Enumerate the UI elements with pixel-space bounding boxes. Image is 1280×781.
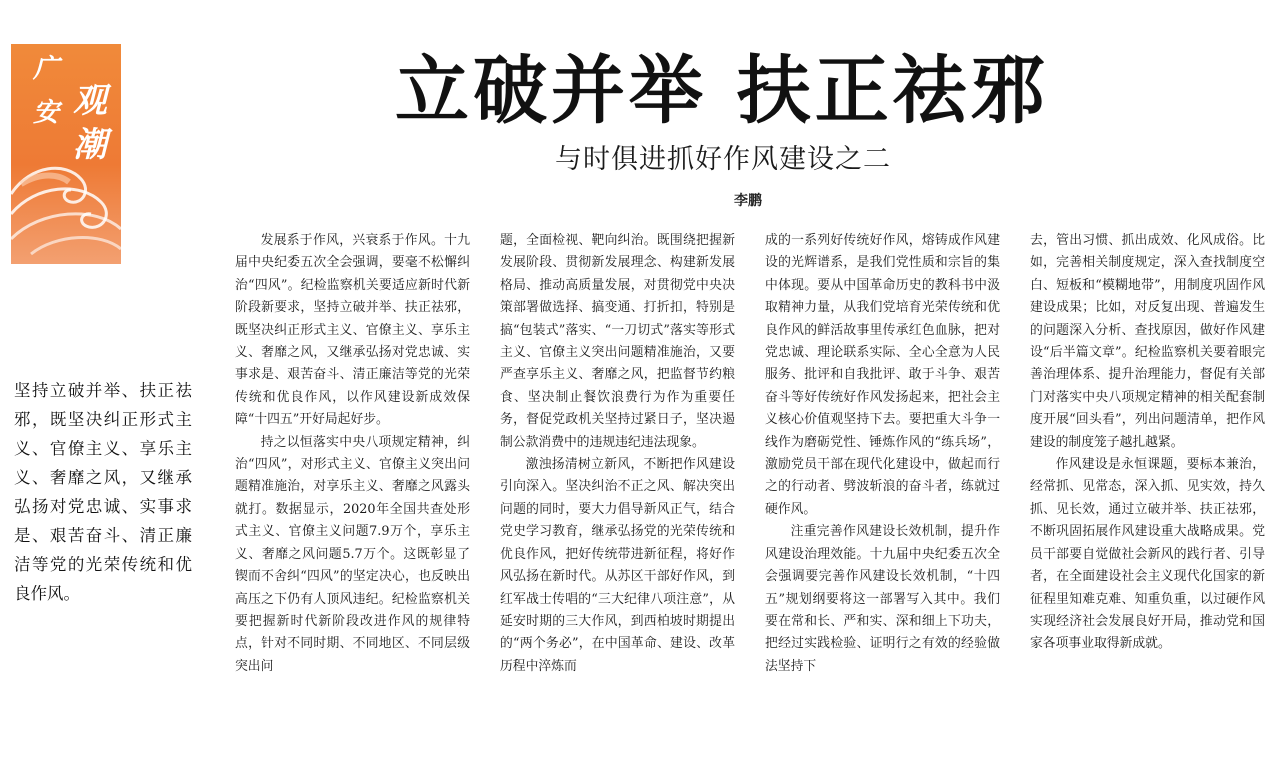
article-paragraph: 激浊扬清树立新风，不断把作风建设引向深入。坚决纠治不正之风、解决突出问题的同时，要大力倡导新风正气，结合党史学习教育，继承弘扬党的光荣传统和优良作风，把好传统带进新征程，将好作风弘扬在新时代。从苏区干部好作风，到红军战士传唱的“三大纪律八项注意”，从延安时期的三大作风，到西柏坡时期提出的“两个务必”，在中国革命、建设、改革历程中淬炼而 bbox=[500, 457, 735, 674]
article-paragraph: 去，管出习惯、抓出成效、化风成俗。比如，完善相关制度规定，深入查找制度空白、短板和“模糊地带”，用制度巩固作风建设成果；比如，对反复出现、普遍发生的问题深入分析、查找原因，做好作风建设“后半篇文章”。纪检监察机关要着眼完善治理体系、提升治理能力，督促有关部门对落实中央八项规定精神的相关配套制度开展“回头看”，列出问题清单，把作风建设的制度笼子越扎越紧。 bbox=[1030, 233, 1265, 450]
article-paragraph: 发展系于作风，兴衰系于作风。十九届中央纪委五次全会强调，要毫不松懈纠治“四风”。纪检监察机关要适应新时代新阶段新要求，坚持立破并举、扶正祛邪，既坚决纠正形式主义、官僚主义、享乐主义、奢靡之风，又继承弘扬对党忠诚、实事求是、艰苦奋斗、清正廉洁等党的光荣传统和优良作风，以作风建设新成效保障“十四五”开好局起好步。 bbox=[235, 233, 470, 428]
article-paragraph: 持之以恒落实中央八项规定精神，纠治“四风”，对形式主义、官僚主义突出问题精准施治，对享乐主义、奢靡之风露头就打。数据显示，2020年全国共查处形式主义、官僚主义问题7.9万个，享乐主义、奢靡之风问题5.7万个。这既彰显了锲而不舍纠“四风”的坚定决心，也反映出高压之下仍有人顶风违纪。纪检监察机关要把握新时代新阶段改进作风的规律特点，针对不同时期、不同地区、不同层级突出问 bbox=[235, 434, 470, 674]
article-paragraph: 注重完善作风建设长效机制，提升作风建设治理效能。十九届中央纪委五次全会强调要完善作风建设长效机制，“十四五”规划纲要将这一部署写入其中。我们要在常和长、严和实、深和细上下功夫，把经过实践检验、证明行之有效的经验做法坚持下 bbox=[765, 524, 1000, 674]
logo-char: 安 bbox=[33, 98, 60, 128]
article-subtitle: 与时俱进抓好作风建设之二 bbox=[555, 144, 891, 175]
logo-char: 广 bbox=[33, 54, 60, 84]
article-title: 立破并举 扶正祛邪 bbox=[395, 48, 1049, 134]
pull-quote: 坚持立破并举、扶正祛邪，既坚决纠正形式主义、官僚主义、享乐主义、奢靡之风，又继承弘扬对党忠诚、实事求是、艰苦奋斗、清正廉洁等党的光荣传统和优良作风。 bbox=[14, 381, 192, 603]
logo-char: 潮 bbox=[73, 125, 107, 165]
text-column-1 bbox=[235, 230, 470, 770]
logo-char: 观 bbox=[73, 81, 107, 121]
text-column-4 bbox=[1030, 230, 1265, 770]
column-logo bbox=[11, 44, 121, 264]
article-paragraph: 题，全面检视、靶向纠治。既围绕把握新发展阶段、贯彻新发展理念、构建新发展格局、推动高质量发展，对贯彻党中央决策部署做选择、搞变通、打折扣，特别是搞“包装式”落实、“一刀切式”落实等形式主义、官僚主义突出问题精准施治，又要严查享乐主义、奢靡之风，把监督节约粮食、坚决制止餐饮浪费行为作为重要任务，督促党政机关坚持过紧日子，坚决遏制公款消费中的违规违纪违法现象。 bbox=[500, 233, 735, 450]
author-name: 李鹏 bbox=[734, 193, 762, 209]
text-column-3 bbox=[765, 230, 1000, 770]
text-column-2 bbox=[500, 230, 735, 770]
article-paragraph: 作风建设是永恒课题，要标本兼治，经常抓、见常态，深入抓、见实效，持久抓、见长效，通过立破并举、扶正祛邪，不断巩固拓展作风建设重大战略成果。党员干部要自觉做社会新风的践行者、引导者，在全面建设社会主义现代化国家的新征程里知难克难、知重负重，以过硬作风实现经济社会发展良好开局，推动党和国家各项事业取得新成就。 bbox=[1030, 457, 1265, 652]
article-paragraph: 成的一系列好传统好作风，熔铸成作风建设的光辉谱系，是我们党性质和宗旨的集中体现。要从中国革命历史的教科书中汲取精神力量，从我们党培育光荣传统和优良作风的鲜活故事里传承红色血脉，把对党忠诚、理论联系实际、全心全意为人民服务、批评和自我批评、敢于斗争、艰苦奋斗等好传统好作风发扬起来，把社会主义核心价值观坚持下去。要把重大斗争一线作为磨砺党性、锤炼作风的“练兵场”，激励党员干部在现代化建设中，做起而行之的行动者、劈波斩浪的奋斗者，练就过硬作风。 bbox=[765, 233, 1000, 517]
